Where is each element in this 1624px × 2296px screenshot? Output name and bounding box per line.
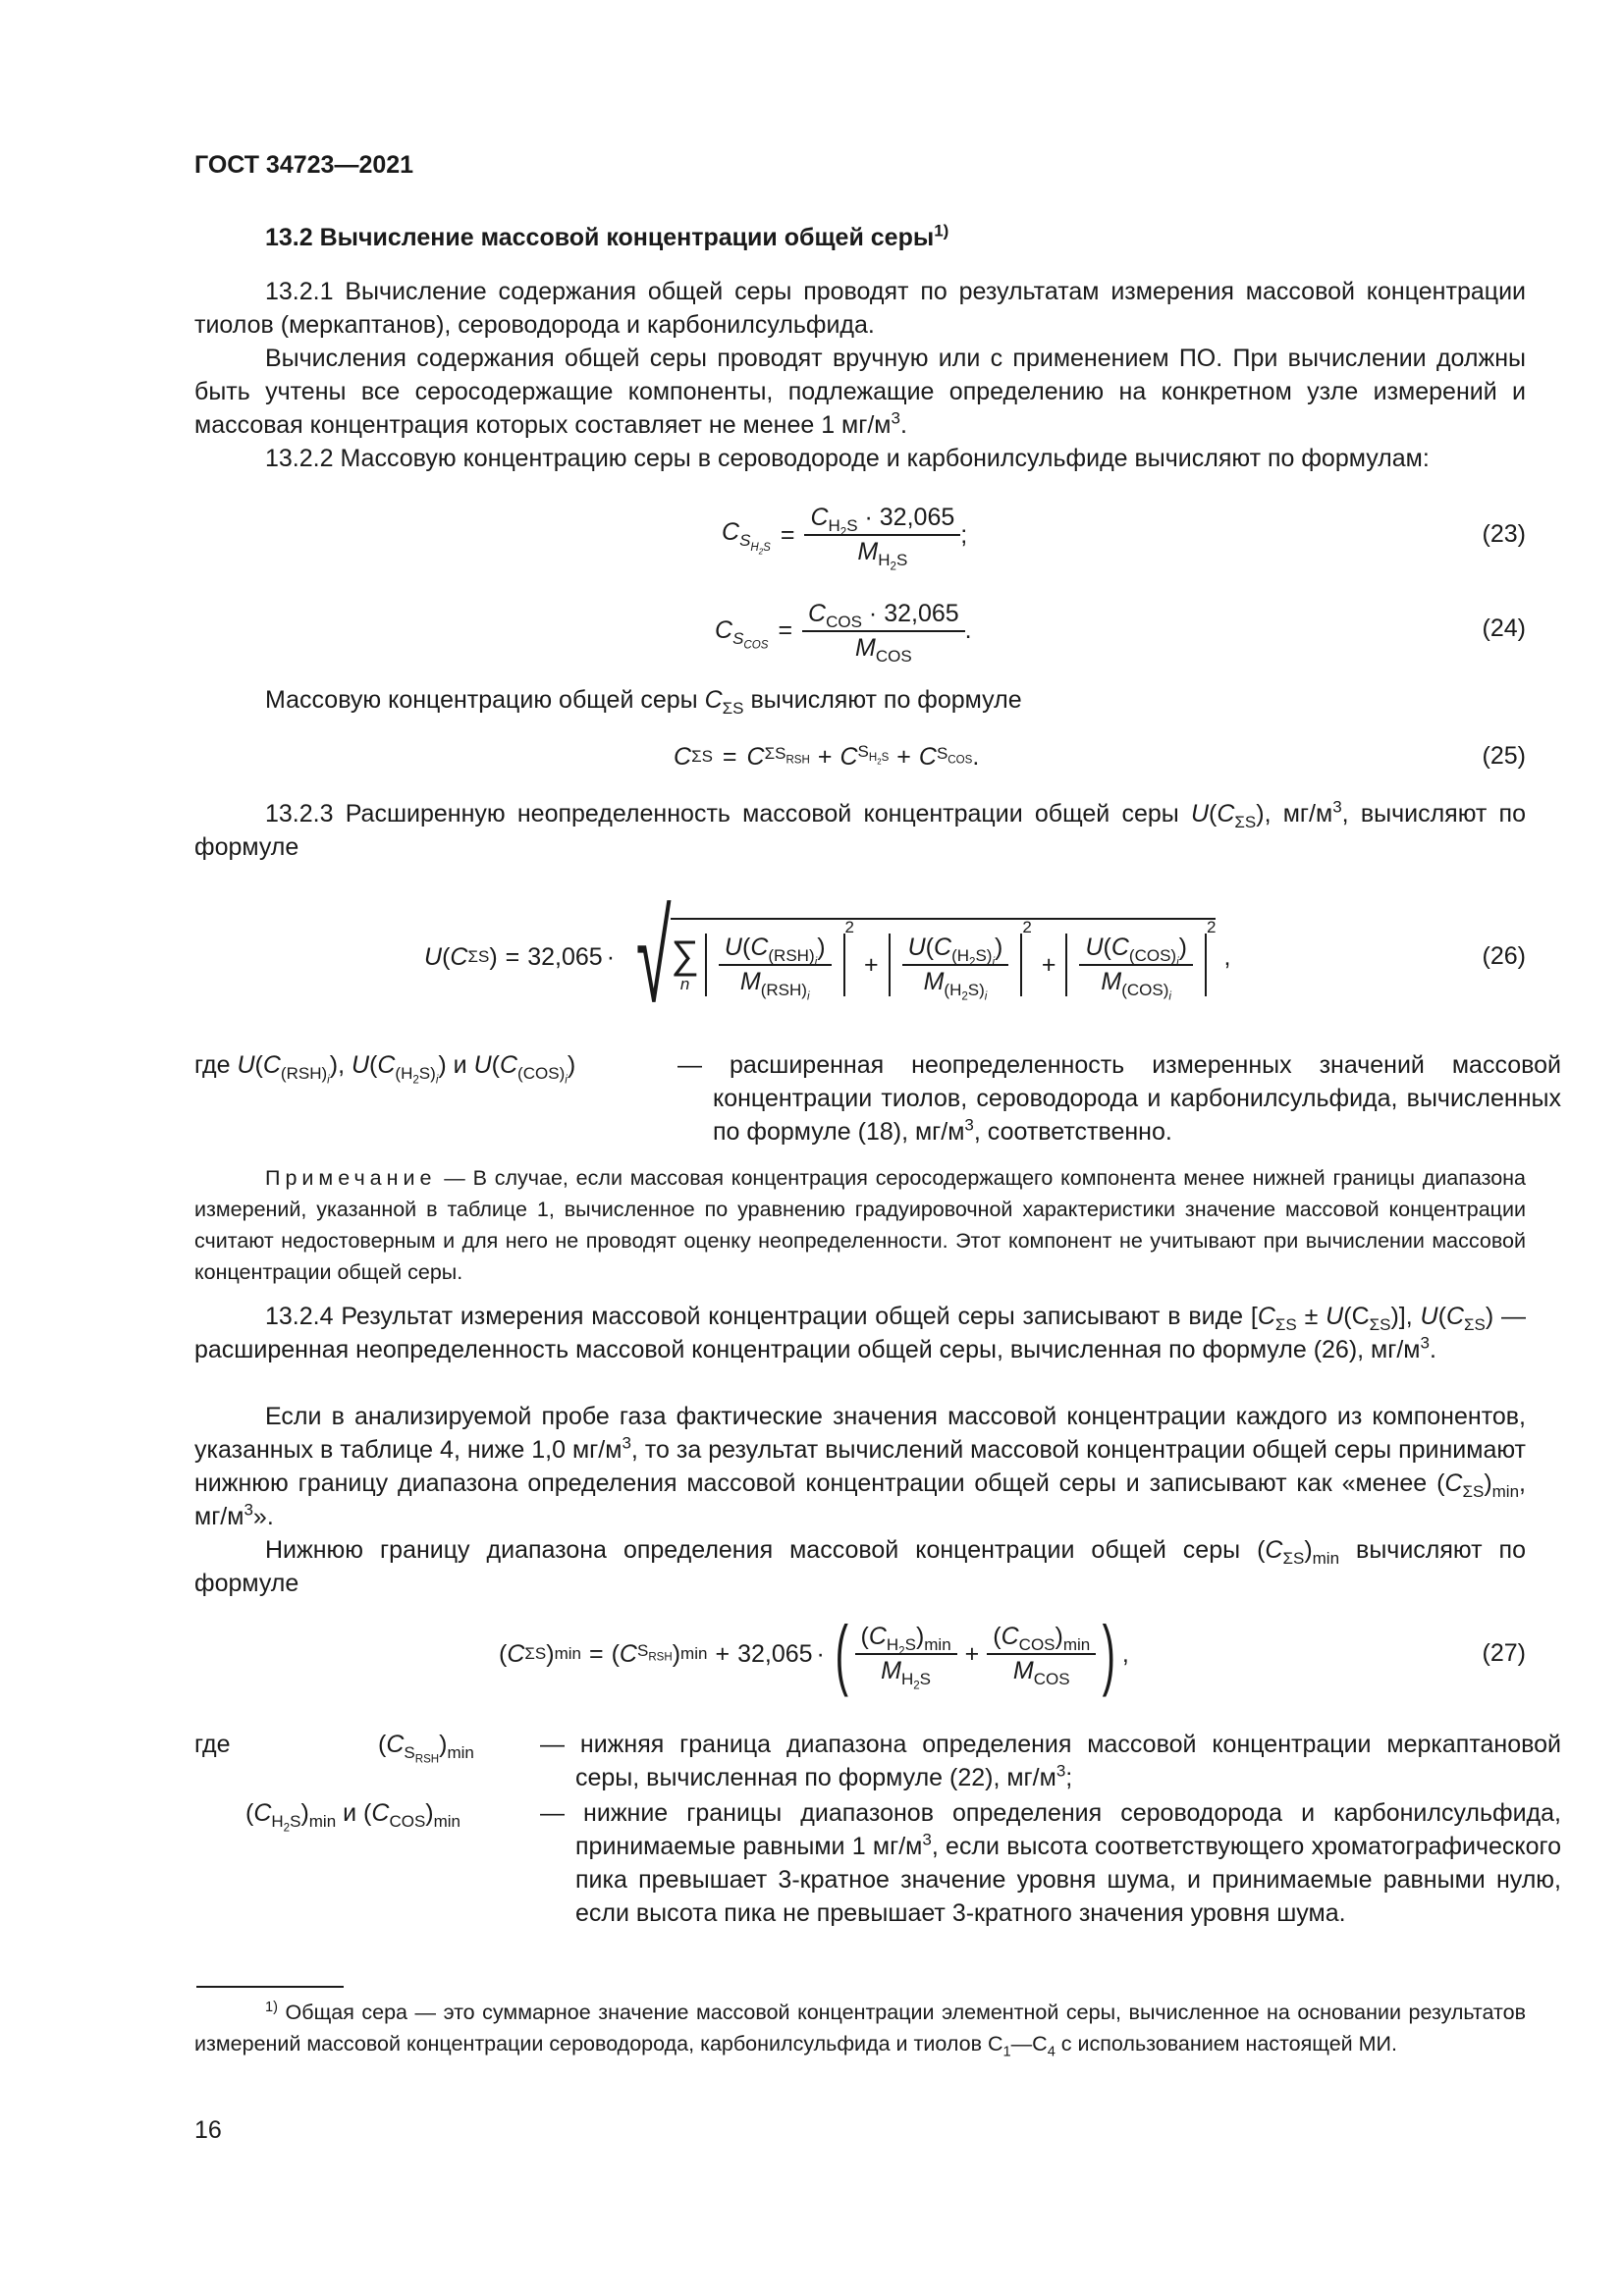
mult: · — [864, 503, 873, 531]
sym-h: H — [271, 1812, 284, 1831]
total-sulfur-text: Массовую концентрацию общей серы — [265, 686, 705, 714]
sym-2: 2 — [839, 526, 847, 538]
sym-h: H — [828, 515, 840, 535]
equation-26: U ( C ΣS ) = 32,065 · √ ∑ n $\frac{U(C_{(RSH)_i})}{M_{(RSH)_i}}$ 2 + $\frac{U(C_{(H_2S)_i})}{M_{(H_2S)_i}}$ 2 + $\frac{U(C_{(COS)_i})}{M_{(COS)_i}}$ 2 , — [424, 885, 1231, 1029]
note-text: — В случае, если массовая концентрация серосодержащего компонента менее нижней границы диапазона измерений, указанной в таблице 1, вычисленное по уравнению градуировочной характеристики значение массовой концентрации считают недостоверным и для него не проводят оценку неопределенности. Этот компонент не учитывают при вычислении массовой концентрации общей серы. — [194, 1166, 1526, 1284]
lower-bound-text: Нижнюю границу диапазона определения массовой концентрации общей серы — [265, 1536, 1258, 1564]
sym-c: C — [1001, 1623, 1019, 1650]
plus: + — [817, 742, 833, 771]
sym-c: C — [704, 686, 723, 714]
paragraph-13-2-3: 13.2.3 Расширенную неопределенность массовой концентрации общей серы $U(C_{\Sigma S})$, $мг/м^3$, вычисляют по формуле — [194, 797, 1526, 861]
result-text: 13.2.4 Результат измерения массовой концентрации общей серы записывают в виде — [265, 1303, 1251, 1330]
sym-m: M — [1101, 968, 1122, 995]
equation-number-24: (24) — [1482, 614, 1526, 642]
sym-c: C — [450, 942, 468, 971]
comma: , — [1121, 1639, 1129, 1668]
sym-u: U — [424, 942, 443, 971]
sym-h: H — [886, 1634, 899, 1654]
sym-c: C — [715, 615, 733, 644]
footnote-dash: —С — [1010, 2032, 1048, 2056]
definition-27a-symbol: $(C_{S_{RSH}})_{min}$ — [378, 1731, 474, 1766]
sym-min: min — [1062, 1635, 1091, 1654]
sup-3: 3 — [891, 408, 900, 428]
sym-i: i — [992, 956, 996, 968]
footnote-divider — [196, 1986, 344, 1988]
sym-u: U — [1326, 1303, 1344, 1330]
sym-m: M — [923, 968, 945, 995]
uncertainty-text: 13.2.3 Расширенную неопределенность массовой концентрации общей серы — [265, 800, 1191, 828]
sym-u: U — [907, 933, 926, 961]
sym-sigma-s: ΣS — [1462, 1482, 1485, 1501]
note-label: Примечание — [265, 1166, 437, 1190]
sym-s: S — [732, 628, 744, 648]
const: 32,065 — [879, 503, 955, 531]
sym-2: 2 — [877, 757, 882, 767]
sym-m: M — [1012, 1657, 1034, 1684]
plus: + — [896, 742, 911, 771]
equals: = — [780, 520, 795, 549]
footnote-ref[interactable]: 1) — [934, 221, 949, 240]
const: 32,065 — [527, 942, 603, 971]
sym-c: C — [386, 1731, 405, 1758]
sym-c: C — [839, 742, 858, 771]
sym-h: H — [949, 981, 962, 999]
footnote-text: Общая сера — это суммарное значение массовой концентрации элементной серы, вычисленное на основании результатов измерений массовой концентрации сероводорода, карбонилсульфида и тиолов С — [194, 2001, 1526, 2056]
def26-text: — расширенная неопределенность измеренных значений массовой концентрации тиолов, сероводорода и карбонилсульфида, вычисленных по формуле (18), мг/м — [677, 1051, 1561, 1146]
footnote — [194, 1997, 1526, 2059]
plus: + — [964, 1639, 980, 1668]
sym-sigma-s: ΣS — [1282, 1549, 1305, 1568]
result-mid: — расширенная неопределенность массовой концентрации общей серы, вычисленная по формуле (26), мг/м — [194, 1303, 1527, 1363]
sym-h: H — [900, 1670, 914, 1688]
sym-2: 2 — [969, 956, 976, 968]
paragraph-calc-method — [194, 342, 1526, 442]
sym-2: 2 — [758, 546, 764, 556]
equation-number-25: (25) — [1482, 742, 1526, 770]
sqrt-sign: √ — [635, 885, 672, 1029]
def26-tail: , соответственно. — [973, 1118, 1172, 1146]
sym-2: 2 — [283, 1822, 291, 1835]
sym-s: S — [846, 515, 858, 535]
sym-cos: COS — [1134, 945, 1171, 965]
sym-rsh: RSH — [414, 1753, 440, 1766]
equals: = — [722, 742, 737, 771]
sym-m: M — [739, 968, 761, 995]
sym-c: C — [746, 742, 765, 771]
sym-min: min — [1312, 1549, 1340, 1568]
sym-h: H — [401, 1064, 413, 1083]
sym-sigma-s: ΣS — [1234, 813, 1257, 831]
sym-u: U — [1085, 933, 1104, 961]
sym-h: H — [878, 551, 891, 569]
left-paren-large: ( — [835, 1610, 848, 1697]
plus-minus: ± — [1304, 1303, 1319, 1330]
sup-3: 3 — [244, 1500, 253, 1520]
eq27-fraction-2: $\frac{(C_{COS})_{min}}{M_{COS}}$ — [987, 1623, 1096, 1685]
sym-c: C — [1444, 1469, 1463, 1497]
sym-rsh: RSH — [774, 945, 809, 965]
sym-i: i — [806, 990, 810, 1003]
sym-c: C — [377, 1051, 396, 1079]
sym-s: S — [919, 1670, 932, 1688]
sym-sigma-s: ΣS — [722, 699, 744, 718]
mult: · — [606, 942, 616, 971]
sym-4: 4 — [1047, 2044, 1056, 2060]
sym-s: S — [895, 551, 908, 569]
sym-rsh: RSH — [648, 1651, 673, 1664]
equals: = — [505, 942, 520, 971]
where-label-27: где — [194, 1731, 231, 1758]
sym-c: C — [810, 503, 829, 531]
equals: = — [588, 1639, 604, 1668]
sym-c: C — [507, 1639, 525, 1668]
comma: , — [1405, 1303, 1413, 1330]
const: 32,065 — [737, 1639, 813, 1668]
definition-27b-symbol: $(C_{H_2S})_{min}$ и $(C_{COS})_{min}$ — [245, 1799, 461, 1835]
page-number: 16 — [194, 2116, 222, 2144]
sym-c: C — [1257, 1303, 1275, 1330]
sym-s: S — [967, 981, 980, 999]
where-label: где — [194, 1051, 231, 1079]
sym-2: 2 — [412, 1074, 419, 1087]
sym-min: min — [1491, 1482, 1520, 1501]
sup-3: 3 — [622, 1433, 631, 1453]
definition-26-text — [677, 1048, 1561, 1148]
definition-27a-text — [540, 1728, 1561, 1794]
sym-c: C — [1217, 800, 1235, 828]
paragraph-total-sulfur — [265, 683, 1022, 717]
sym-2: 2 — [961, 990, 968, 1003]
mult: · — [816, 1639, 825, 1668]
sym-min: min — [924, 1634, 951, 1654]
document-code: ГОСТ 34723—2021 — [194, 151, 414, 179]
sym-cos: COS — [743, 639, 769, 652]
sym-c: C — [371, 1799, 390, 1827]
section-title — [265, 221, 949, 252]
sym-h: H — [750, 541, 759, 554]
footnote-end: с использованием настоящей МИ. — [1055, 2032, 1397, 2056]
sym-s: S — [857, 741, 869, 761]
sym-rsh: RSH — [286, 1064, 322, 1083]
equation-number-27: (27) — [1482, 1639, 1526, 1667]
def27b-text: — нижние границы диапазонов определения сероводорода и карбонилсульфида, принимаемые равными 1 мг/м — [540, 1799, 1561, 1860]
sym-sigma-s: ΣS — [1274, 1315, 1297, 1334]
sym-cos: COS — [522, 1064, 560, 1083]
sym-c: C — [1265, 1536, 1283, 1564]
sym-1: 1 — [1002, 2044, 1011, 2060]
sym-cos: COS — [389, 1812, 426, 1831]
sym-c: C — [750, 933, 769, 961]
sym-i: i — [814, 956, 818, 968]
sym-2: 2 — [898, 1645, 905, 1657]
sym-cos: COS — [826, 612, 862, 631]
equation-27: ( C ΣS ) min = ( C $S_{RSH}$ ) min + 32,065 · ( $\frac{(C_{H_2S})_{min}}{M_{H_2S}}$ + $\frac{(C_{COS})_{min}}{M_{COS}}$ ) , — [499, 1610, 1129, 1697]
sym-s: S — [404, 1743, 415, 1762]
comma: , — [338, 1051, 346, 1079]
period: . — [1429, 1336, 1436, 1363]
sym-s: S — [739, 531, 751, 551]
sym-cos: COS — [1033, 1670, 1070, 1688]
sym-i: i — [1176, 956, 1179, 968]
sym-c: C — [868, 1622, 887, 1650]
sym-i: i — [327, 1074, 330, 1087]
sym-c: C — [1110, 933, 1129, 961]
calc-method-text: Вычисления содержания общей серы проводят вручную или с применением ПО. При вычислении должны быть учтены все серосодержащие компоненты, подлежащие определению на конкретном узле измерений и массовая концентрация которых составляет не менее 1 мг/м — [194, 345, 1526, 439]
sym-rsh: RSH — [766, 981, 802, 999]
sym-cos: COS — [1126, 981, 1164, 999]
sym-c: C — [499, 1051, 518, 1079]
sup-3: 3 — [1420, 1333, 1430, 1353]
sym-c: C — [674, 742, 692, 771]
uncertainty-unit: , мг/м — [1264, 800, 1333, 828]
section-title-text: 13.2 Вычисление массовой концентрации общей серы — [265, 224, 935, 251]
comma: , — [1223, 942, 1231, 971]
sym-s: S — [904, 1634, 916, 1654]
sym-i: i — [565, 1074, 568, 1087]
sqrt-body: ∑ n $\frac{U(C_{(RSH)_i})}{M_{(RSH)_i}}$ 2 + $\frac{U(C_{(H_2S)_i})}{M_{(H_2S)_i}}$ 2 + $\frac{U(C_{(COS)_i})}{M_{(COS)_i}}$ 2 — [671, 917, 1217, 1003]
sup-3: 3 — [964, 1115, 974, 1135]
eq27-fraction-1: $\frac{(C_{H_2S})_{min}}{M_{H_2S}}$ — [855, 1623, 957, 1686]
sym-m: M — [881, 1657, 901, 1684]
and-word: и — [343, 1799, 357, 1827]
plus: + — [864, 950, 879, 979]
plus: + — [1041, 950, 1056, 979]
sym-h: H — [868, 752, 878, 765]
sym-s: S — [881, 752, 890, 765]
and-word: и — [453, 1051, 467, 1079]
sym-min: min — [433, 1812, 461, 1831]
footnote-mark: 1) — [265, 1999, 278, 2015]
sym-u: U — [351, 1051, 370, 1079]
sym-c: C — [619, 1639, 637, 1668]
sym-sigma-s: ΣS — [1369, 1315, 1391, 1334]
sym-min: min — [447, 1743, 474, 1762]
sym-s: S — [290, 1812, 301, 1831]
sym-s: S — [418, 1064, 431, 1083]
eq24-lhs — [715, 615, 769, 652]
eq23-fraction — [804, 503, 960, 573]
definition-26-symbols: где $U(C_{(RSH)_i})$, $U(C_{(H_2S)_i})$ и $U(C_{(COS)_i})$ — [194, 1051, 576, 1087]
low-values-mid: , то за результат вычислений массовой концентрации общей серы принимают нижнюю границу диапазона определения массовой концентрации общей серы и записывают как «менее — [194, 1436, 1527, 1497]
sym-c: C — [262, 1051, 281, 1079]
uncertainty-tail: , вычисляют по формуле — [194, 800, 1526, 861]
low-values-unit: , мг/м — [194, 1469, 1526, 1530]
period: . — [899, 411, 907, 439]
equals: = — [778, 616, 793, 644]
sym-i: i — [1168, 990, 1171, 1003]
paragraph-lower-bound: Нижнюю границу диапазона определения массовой концентрации общей серы $(C_{\Sigma S})_{min}$ вычисляют по формуле — [194, 1536, 1526, 1597]
sym-rsh: RSH — [785, 754, 810, 767]
sup-3: 3 — [922, 1830, 932, 1849]
sum-index: n — [679, 975, 690, 993]
plus: + — [715, 1639, 731, 1668]
sym-c: C — [808, 599, 827, 627]
sym-sigma-s: ΣS — [1464, 1315, 1486, 1334]
sym-c: C — [253, 1799, 272, 1827]
sym-i: i — [435, 1074, 439, 1087]
sym-2: 2 — [913, 1680, 920, 1692]
sym-u: U — [473, 1051, 492, 1079]
sym-cos: COS — [947, 754, 973, 767]
sym-u: U — [724, 933, 742, 961]
equation-23 — [722, 491, 967, 579]
sym-h: H — [956, 945, 970, 965]
sym-c: C — [1445, 1303, 1464, 1330]
lower-bound-end: вычисляют по формуле — [194, 1536, 1526, 1597]
equation-25: C ΣS = C $\Sigma S_{RSH}$ + C $S_{H_2S}$ + C $S_{COS}$ . — [674, 741, 980, 771]
semicolon: ; — [960, 520, 968, 549]
def27a-text: — нижняя граница диапазона определения массовой концентрации меркаптановой серы, вычисленная по формуле (22), мг/м — [540, 1731, 1561, 1791]
sym-cos: COS — [875, 646, 912, 666]
sym-c: C — [722, 518, 740, 547]
sym-u: U — [1420, 1303, 1438, 1330]
sym-m: M — [857, 538, 879, 565]
sum-sign: ∑ — [671, 934, 699, 977]
eq24-fraction — [802, 599, 965, 666]
equation-24 — [715, 589, 972, 672]
total-sulfur-end: вычисляют по формуле — [743, 686, 1022, 714]
sym-u: U — [1190, 800, 1210, 828]
sup-3: 3 — [1056, 1761, 1066, 1781]
equation-number-26: (26) — [1482, 942, 1526, 970]
sup-3: 3 — [1332, 797, 1342, 817]
right-paren-large: ) — [1102, 1610, 1116, 1697]
period: . — [964, 616, 972, 644]
paragraph-13-2-4: 13.2.4 Результат измерения массовой концентрации общей серы записывают в виде $[C_{\Sigma S} \pm U(C_{\Sigma S})]$, $U(C_{\Sigma S})$ — расширенная неопределенность массовой концентрации общей серы, вычисленная по формуле (26), $мг/м^3$. — [194, 1303, 1527, 1363]
paragraph-13-2-2: 13.2.2 Массовую концентрацию серы в сероводороде и карбонилсульфиде вычисляют по формулам: — [265, 445, 1430, 472]
sym-c: C — [934, 933, 952, 961]
mult: · — [868, 599, 878, 627]
sym-c: C — [1351, 1303, 1370, 1330]
sym-cos: COS — [1018, 1635, 1056, 1654]
equation-number-23: (23) — [1482, 520, 1526, 548]
eq23-lhs — [722, 518, 771, 556]
low-values-close: ». — [252, 1503, 274, 1530]
low-values-text: Если в анализируемой пробе газа фактические значения массовой концентрации каждого из компонентов, указанных в таблице 4, ниже 1,0 мг/м — [194, 1403, 1526, 1464]
sym-s: S — [936, 743, 948, 763]
def27a-tail: ; — [1065, 1764, 1073, 1791]
note — [194, 1162, 1526, 1288]
sym-sigma-s: ΣS — [764, 743, 786, 763]
paragraph-13-2-1: 13.2.1 Вычисление содержания общей серы проводят по результатам измерения массовой концентрации тиолов (меркаптанов), сероводорода и карбонилсульфида. — [194, 278, 1526, 339]
const: 32,065 — [884, 599, 959, 627]
sym-s: S — [975, 945, 987, 965]
definition-27b-text — [540, 1796, 1561, 1930]
paragraph-low-values: Если в анализируемой пробе газа фактические значения массовой концентрации каждого из компонентов, указанных в таблице 4, ниже 1,0 $мг/м^3$, то за результат вычислений массовой концентрации общей серы принимают нижнюю границу диапазона определения массовой концентрации общей серы и записывают как «менее $(C_{\Sigma S})_{min}$, $мг/м^3$». — [194, 1403, 1527, 1530]
sym-i: i — [984, 990, 988, 1003]
sym-s: S — [763, 541, 771, 554]
def27b-tail: , если высота соответствующего хроматографического пика превышает 3-кратное значение уровня шума, и принимаемые равными нулю, если высота пика не превышает 3-кратного значения уровня шума. — [575, 1833, 1561, 1927]
period: . — [972, 742, 980, 771]
sym-2: 2 — [890, 561, 896, 573]
sym-min: min — [308, 1812, 337, 1831]
sym-c: C — [918, 742, 937, 771]
sym-u: U — [237, 1051, 255, 1079]
sym-s: S — [636, 1640, 649, 1660]
sym-m: M — [855, 633, 876, 662]
